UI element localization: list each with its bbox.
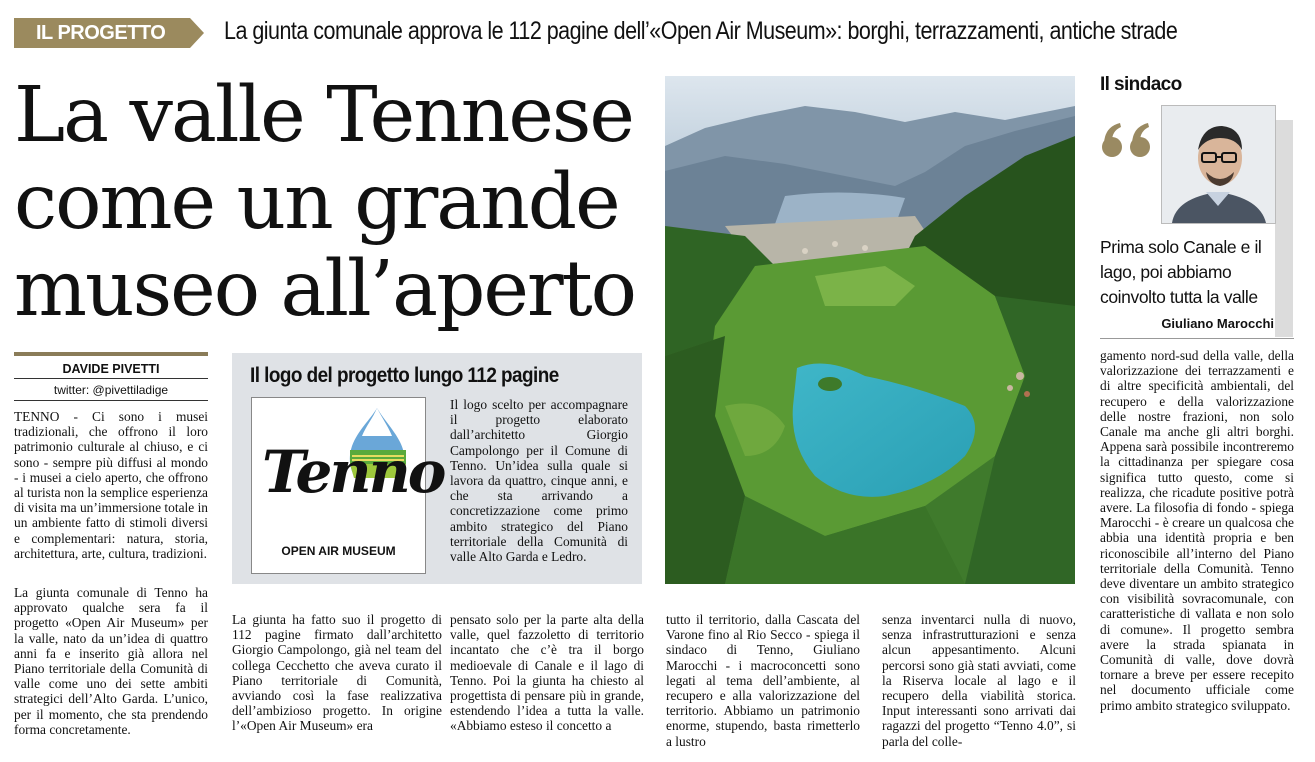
logo-wordmark: Tenno	[262, 438, 444, 506]
article-col6: gamento nord-sud della valle, della valorizzazione dei terrazzamenti e di altre specificità ambientali, del recupero e della valorizzazione delle nostre frazioni, non solo Canale ma anche gli altri borghi. Appena sarà possibile incontreremo la cittadinanza per spiegare cosa significa tutto questo, come si realizza, che ricadute positive potrà avere. La filosofia di fondo - spiega Marocchi - è creare un qualcosa che abbia una identità propria e ben riconoscibile all’interno del Piano territoriale della Comunità. Tenno deve diventare un ambito strategico con visibilità sovracomunale, con caratteristiche di vallata e non solo di comune». Il progetto sembra avere la strada spianata in Comunità di valle, dove dovrà tornare a breve per essere recepito nel documento ufficiale come primo ambito strategico sviluppato.	[1100, 348, 1294, 713]
byline-divider	[14, 378, 208, 379]
pull-quote: Prima solo Canale e il lago, poi abbiamo coinvolto tutta la valle	[1100, 237, 1262, 307]
tenno-logo	[251, 397, 444, 574]
infobox-title: Il logo del progetto lungo 112 pagine	[250, 364, 559, 387]
article-col3: pensato solo per la parte alta della valle, quel fazzoletto di territorio incantato che c’è tra il borgo medioevale di Canale e il lago di Tenno. Poi la giunta ha chiesto al progettista di pensare più in grande, estendendo l’idea a tutta la valle. «Abbiamo esteso il concetto a	[450, 612, 644, 734]
logo-subtitle: OPEN AIR MUSEUM	[281, 544, 396, 558]
sidebar-title: Il sindaco	[1100, 74, 1182, 95]
mayor-portrait	[1161, 105, 1276, 224]
infobox-caption: Il logo scelto per accompagnare il progetto elaborato dall’architetto Giorgio Campolongo per il Comune di Tenno. Un’idea sulla quale si lavora da quattro, cinque anni, e che sta arrivando a concretizzazione come primo ambito strategico del Piano territoriale della Comunità di valle Alto Garda e Ledro.	[450, 397, 628, 565]
lake-tenno-photo	[665, 76, 1075, 584]
portrait-image	[1162, 106, 1275, 223]
headline-line-1: La valle Tennese	[14, 71, 634, 160]
quote-author: Giuliano Marocchi	[1161, 316, 1274, 331]
article-col1-paragraph-2: La giunta comunale di Tenno ha approvato qualche sera fa il progetto «Open Air Museum» per la valle, nato da un’idea di quattro anni fa e inserito già allora nel Piano territoriale della Comunità di valle come uno dei sette ambiti strategici dell’Alto Garda. L’unico, per il momento, che sta prendendo forma concretamente.	[14, 585, 208, 737]
kicker-label: IL PROGETTO	[36, 22, 166, 44]
article-lead: TENNO - Ci sono i musei tradizionali, che offrono il loro patrimonio culturale al chiuso, e ci sono - sempre più diffusi al mondo - i musei a cielo aperto, che offrono al turista non la semplice esperienza di visita ma un’immersione totale in un ambiente fatto di stimoli diversi e complementari: natura, storia, architettura, arte, cultura, tradizioni.	[14, 409, 208, 561]
byline-author: DAVIDE PIVETTI	[62, 362, 160, 376]
headline-line-3: museo all’aperto	[14, 245, 636, 334]
byline-divider-bottom	[14, 400, 208, 401]
byline-rule	[14, 352, 208, 356]
valley-landscape-image	[665, 76, 1075, 584]
quote-marks-icon	[1100, 100, 1156, 172]
article-col4: tutto il territorio, dalla Cascata del Varone fino al Rio Secco - spiega il sindaco di Tenno, Giuliano Marocchi - i macroconcetti sono legati al tema dell’ambiente, al recupero e alla valorizzazione del territorio. Abbiamo un patrimonio enorme, stupendo, basta rimetterlo a lustro	[666, 612, 860, 749]
article-col5: senza inventarci nulla di nuovo, senza infrastrutturazioni e senza alcun appesantimento. Alcuni percorsi sono già stati avviati, come la Riserva locale al lago e il recupero della viabilità storica. Input interessanti sono arrivati dai ragazzi del progetto “Tenno 4.0”, si parla del colle-	[882, 612, 1076, 749]
article-col2: La giunta ha fatto suo il progetto di 112 pagine firmato dall’architetto Giorgio Campolongo, già nel team del collega Cecchetto che aveva curato il Piano territoriale di Comunità, avviando così la fase realizzativa dell’ambizioso progetto. In origine l’«Open Air Museum» era	[232, 612, 442, 734]
subheadline: La giunta comunale approva le 112 pagine dell’«Open Air Museum»: borghi, terrazzamenti, antiche strade	[224, 17, 1178, 45]
section-kicker	[14, 18, 204, 48]
sidebar-divider	[1100, 338, 1294, 339]
byline-twitter: twitter: @pivettiladige	[53, 383, 169, 397]
headline	[14, 72, 664, 333]
headline-line-2: come un grande	[14, 158, 619, 247]
